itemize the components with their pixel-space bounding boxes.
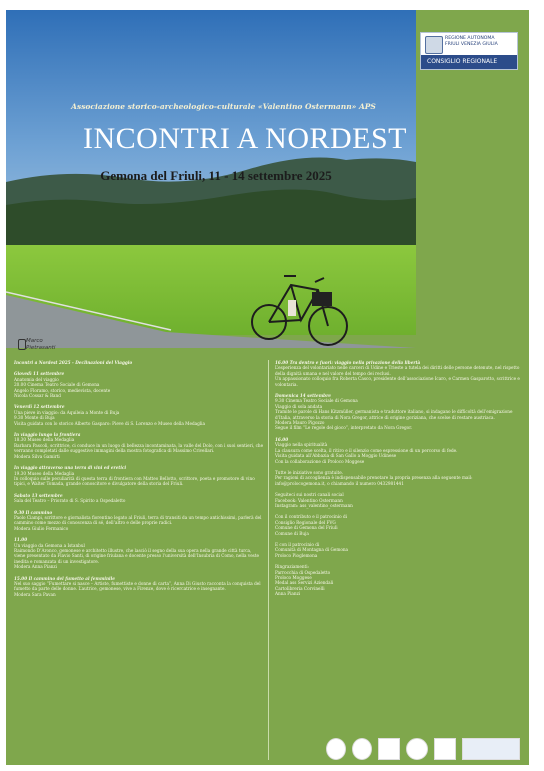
program-block [275, 492, 521, 508]
program-line: Una pieve in viaggio: da Aquileia a Monte di Buja [14, 409, 120, 415]
council-logo-icon [462, 738, 520, 760]
program-line: E con il patrocinio di [275, 541, 320, 547]
program-heading: 16.00 Tra dentro e fuori: viaggio nella privazione della libertà [275, 360, 421, 365]
credit-line-1: Marco [26, 338, 43, 344]
program-line: Cartolibreria Corvinelli [275, 585, 325, 591]
program-line: Un viaggio da Gemona a Istanbul [14, 542, 85, 548]
program-block [275, 360, 521, 387]
program-line: Visita guidata all’Abbazia di San Gallo a Moggio Udinese [275, 453, 397, 459]
program-line: 9.30 Monte di Buja [14, 415, 55, 421]
program-line: Parrocchia di Ospedaletto [275, 569, 331, 575]
program-block [14, 576, 264, 598]
program-line: La clausura come scelta, il ritiro e il silenzio come espressione di un percorso di fede. [275, 447, 458, 453]
program-line: Comune di Gemona del Friuli [275, 525, 338, 531]
program-block [14, 371, 264, 398]
program-line: Tramite le parole di Hans Kitzmüller, germanista e traduttore italiano, si indagano le difficoltà dell’emigrazione d’Italia, attraverso la storia di Nora Gregor, attrice di origine goriziana, che scelse di restare austriaca. [275, 409, 513, 420]
program-line: Proloco Pioglemona [275, 552, 318, 558]
program-line: Modera Silva Gamirti [14, 453, 60, 459]
event-title: INCONTRI A NORDEST [82, 122, 407, 155]
event-dates: Gemona del Friuli, 11 - 14 settembre 2025 [100, 168, 332, 183]
program-line: Comune di Buja [275, 530, 309, 536]
program-heading: Giovedì 11 settembre [14, 371, 65, 377]
program-line: Segue il film “Le regole del gioco”, interpretato da Nora Gregor. [275, 425, 413, 431]
crest-icon [425, 36, 443, 54]
region-bar: CONSIGLIO REGIONALE [421, 55, 517, 69]
buja-crest-icon [352, 738, 372, 760]
program-block [14, 432, 264, 459]
program-line: Modera Sara Pavan [14, 591, 56, 597]
program-line: Nicola Cossar & Band [14, 393, 61, 399]
program-heading: 15.00 Il cammino del fumetto al femminile [14, 575, 115, 581]
program-heading: 16.00 [275, 436, 289, 442]
program-block [14, 537, 264, 569]
program-line: Barbara Pascoli, scrittrice, ci conduce in un luogo di bellezza incontaminata, la valle del Dolo, con i suoi sentieri, che verranno completati dalle suggestive immagini della mostra fotografica di Massimo Crivellari. [14, 442, 264, 454]
region-line-1: REGIONE AUTONOMA [445, 36, 495, 41]
program-line: Nel suo saggio “Fumettare si nasce – Artiste, fumettiste e donne di carta”, Anna Di Giusto racconta la conquista del fumetto da parte delle donne. L’autrice, gemonese, vive a Firenze, dove è ricercatrice e insegnante. [14, 581, 261, 592]
program-line: Con il contributo e il patrocinio di [275, 514, 348, 520]
program-line: Anna Pianzi [275, 591, 301, 597]
program-line: Medal ass Servizi Aziendali [275, 580, 334, 586]
program-heading: 9.30 Il cammino [14, 509, 53, 515]
program-line: 19.30 Museo della Medaglia [14, 470, 75, 476]
program-line: Visita guidata con lo storico Alberto Gasparo: Pieve di S. Lorenzo e Museo della Medaglia [14, 420, 205, 426]
program-line: Viaggio nella spiritualità [275, 442, 328, 448]
regional-council-logo [420, 32, 518, 70]
program-block [275, 393, 521, 431]
program-block [275, 514, 521, 536]
program-heading: In viaggio lungo la frontiera [14, 432, 81, 438]
program-line: Anatomia del viaggio [14, 376, 59, 382]
program-line: Seguiteci sui nostri canali social [275, 492, 344, 498]
program-line: Modera Giulio Fermanico [14, 525, 69, 531]
program-line: Consiglio Regionale del FVG [275, 519, 336, 525]
program-heading: Domenica 14 settembre [275, 393, 331, 399]
photo-credit [26, 338, 55, 351]
program-heading: Incontri a Nordest 2025 - Declinazioni del Viaggio [14, 360, 133, 365]
community-seal-icon [406, 738, 428, 760]
wave-logo-icon [434, 738, 456, 760]
program-block [275, 470, 521, 486]
event-poster [6, 10, 529, 765]
program-line: Modera Mauro Pigozzo [275, 420, 325, 426]
program-line: Facebook: Valentino Ostermann [275, 497, 343, 503]
camera-icon [18, 339, 26, 350]
program-block [275, 564, 521, 596]
program-line: Raimondo D’Aronco, gemonese e architetto illustre, che lasciò il segno della sua opera nella grande città turca, viene presentato da Flavio Santi, di origine friulana e docente presso l’università dell’Insubria di Como, nella veste inedita e romanzata di un investigatore. [14, 547, 259, 564]
program-block [275, 437, 521, 464]
program-block [14, 360, 264, 365]
program-heading: Sabato 13 settembre [14, 492, 63, 498]
region-line-2: FRIULI VENEZIA GIULIA [445, 41, 498, 47]
proloco-logo-icon [378, 738, 400, 760]
program-line: Un appassionato colloquio fra Roberta Casco, presidente dell’associazione Icaro, e Carmen Gasparotto, scrittrice e volontaria. [275, 376, 520, 387]
program-line: Angelo Floramo, storico, medievista, docente [14, 387, 111, 393]
program-block [14, 465, 264, 487]
column-divider [268, 360, 269, 760]
gemona-crest-icon [326, 738, 346, 760]
program-line: 9.30 Cinema Teatro Sociale di Gemona [275, 398, 358, 404]
program-line: 18.30 Museo della Medaglia [14, 437, 75, 443]
program-line: Proloco Moggese [275, 575, 312, 580]
program-line: Comunità di Montagna di Gemona [275, 547, 349, 553]
program-right-column [275, 360, 521, 603]
sponsor-logos [326, 738, 526, 760]
program-block [14, 510, 264, 532]
credit-line-2: Pietrasanti [26, 344, 56, 351]
program-line: Paolo Ciampi, scrittore e giornalista fiorentino legato al Friuli, terra di transiti da un tempo antichissimi, parlerà del cammino come mezzo di conoscenza di sé, dell’altro e delle proprie radici. [14, 514, 262, 526]
association-name: Associazione storico-archeologico-culturale «Valentino Ostermann» APS [71, 102, 376, 111]
program-line: 20.00 Cinema Teatro Sociale di Gemona [14, 382, 100, 388]
program-line: Sala del Teatro – Priorato di S. Spirito a Ospedaletto [14, 498, 126, 504]
program-line: Tutte le iniziative sono gratuite. [275, 469, 344, 475]
program-line: In colloquio sulle peculiarità di questa terra di frontiera con Matteo Bellotto, scrittore, poeta e promotore di vino tipici, e Walter Tomada, grande conoscitore e divulgatore della storia del Friuli. [14, 475, 255, 487]
program-block [275, 542, 521, 558]
program-left-column [14, 360, 264, 603]
program-line: Ringraziamenti: [275, 564, 309, 570]
program-heading: In viaggio attraverso una terra di vini ed eretici [14, 465, 127, 471]
program-heading: Venerdì 12 settembre [14, 404, 65, 410]
program-line: Per ragioni di accoglienza è indispensabile prenotare la propria presenza alla seguente mail: info@prolocogemona.it, o chiamando il numero 0432981441 [275, 475, 473, 486]
program-line: Viaggio di sola andata [275, 403, 323, 409]
program-line: Modera Anna Pianzi [14, 564, 57, 570]
program-heading: 11.00 [14, 537, 28, 543]
hero-photo [6, 10, 529, 355]
program-line: Con la collaborazione di Proloco Moggese [275, 458, 365, 464]
program-block [14, 493, 264, 504]
program-line: Instagram: ass_valentino_ostermann [275, 502, 353, 508]
program-block [14, 404, 264, 426]
program-line: L’esperienza del volontariato nelle carceri di Udine e Trieste a tutela dei diritti delle persone detenute, nel rispetto della dignità umana e nel valore del tempo dei reclusi. [275, 365, 520, 376]
